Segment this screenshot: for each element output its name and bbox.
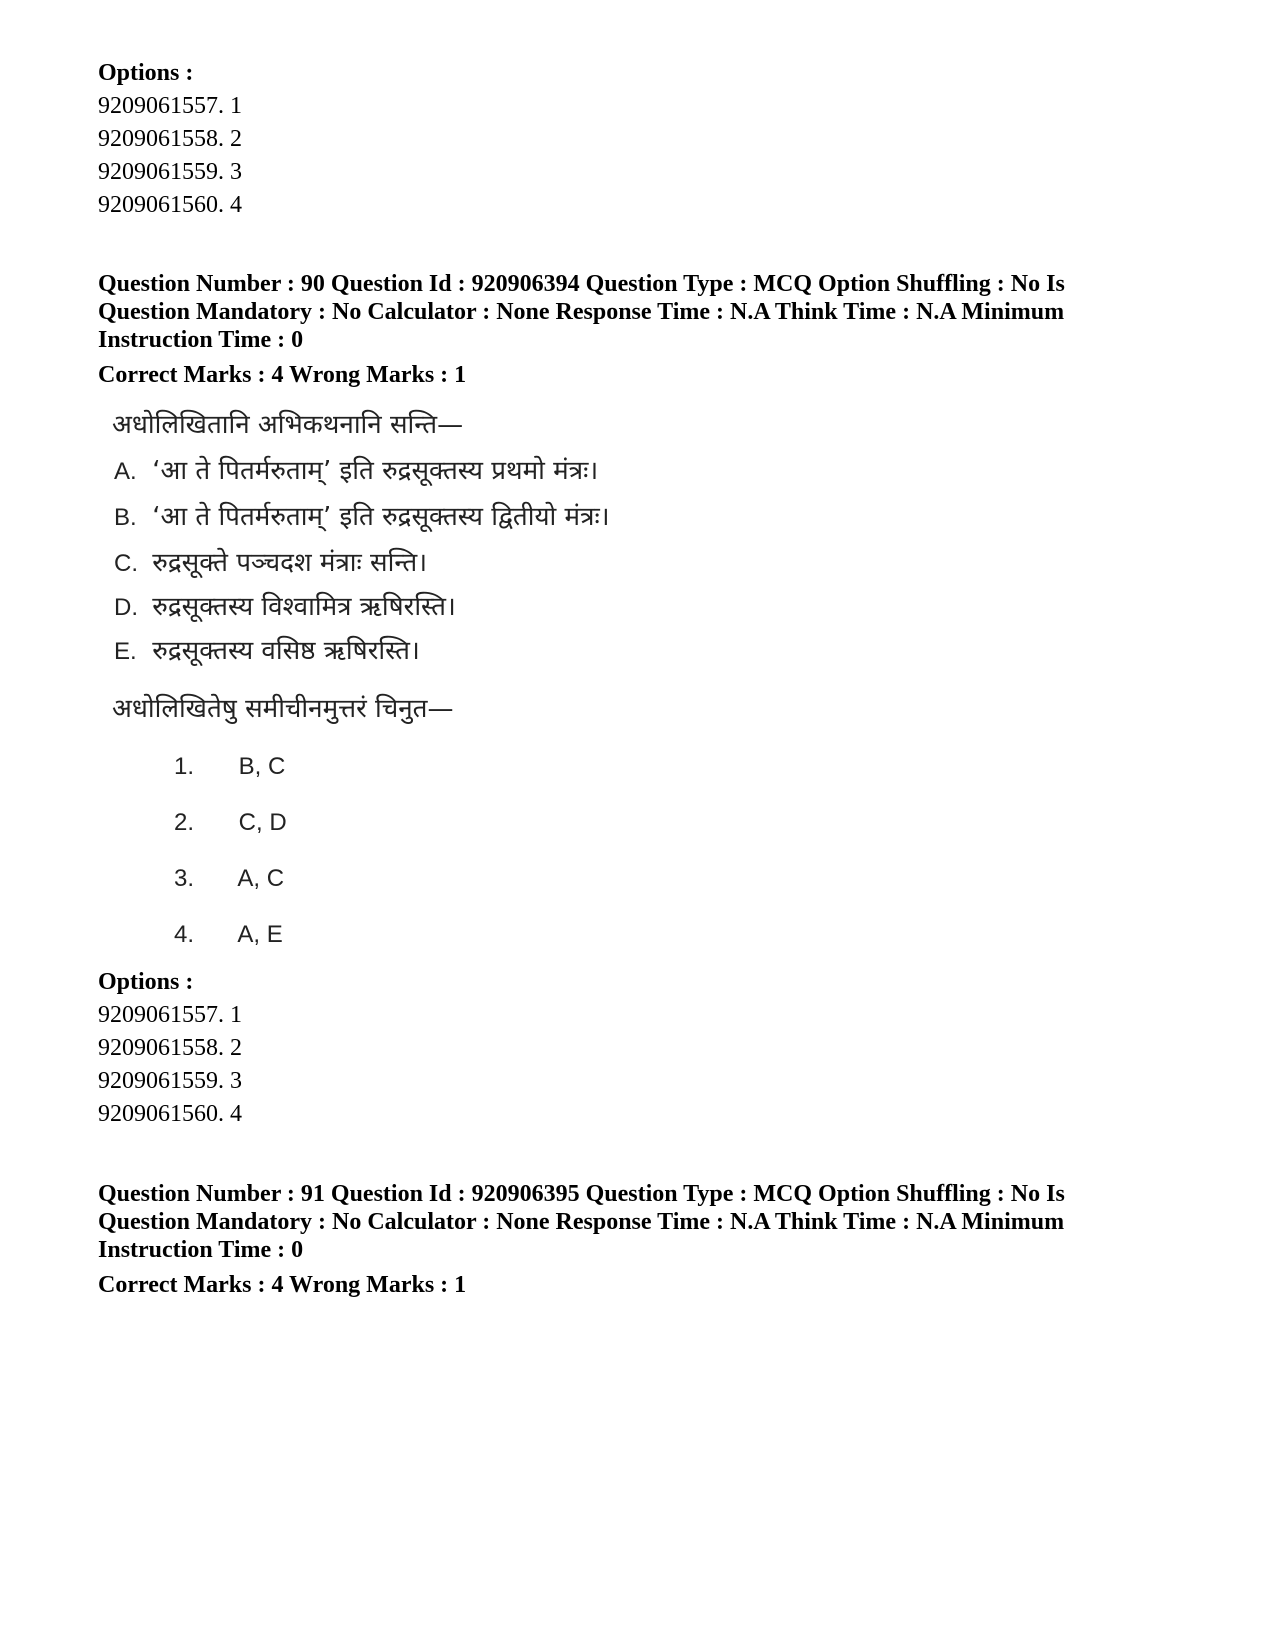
question-meta-line: Question Mandatory : No Calculator : None Response Time : N.A Think Time : N.A Minimum [98,299,1065,325]
question-90-meta [98,270,1198,354]
choice-text: C, D [238,809,287,836]
choice-number: 3. [174,865,195,892]
statement-b [114,500,610,535]
question-91-meta [98,1180,1198,1264]
statement-e [114,634,420,669]
choice-text: B, C [238,753,286,780]
statement-label: B. [114,504,137,531]
question-meta-line: Question Number : 91 Question Id : 920906395 Question Type : MCQ Option Shuffling : No Is [98,1181,1065,1207]
answer-choice-4 [174,920,283,950]
option-item: 9209061558. 2 [98,1035,242,1061]
statement-label: A. [114,458,137,485]
statement-text: रुद्रसूक्ते पञ्चदश मंत्राः सन्ति। [152,548,428,578]
statement-label: E. [114,638,137,665]
option-item: 9209061557. 1 [98,1002,242,1028]
answer-choice-3 [174,864,284,894]
statement-c [114,546,427,581]
statement-text: रुद्रसूक्तस्य वसिष्ठ ऋषिरस्ति। [152,636,420,666]
option-item: 9209061560. 4 [98,1101,242,1127]
option-item: 9209061557. 1 [98,93,242,119]
statement-label: C. [114,550,138,577]
statement-label: D. [114,594,138,621]
choice-text: A, E [237,921,283,948]
option-item: 9209061558. 2 [98,126,242,152]
choice-number: 2. [174,809,195,836]
option-item: 9209061559. 3 [98,159,242,185]
question-meta-line: Instruction Time : 0 [98,1237,304,1263]
answer-choice-2 [174,808,287,838]
question-91-marks: Correct Marks : 4 Wrong Marks : 1 [98,1272,467,1298]
choice-number: 1. [174,753,195,780]
question-meta-line: Question Number : 90 Question Id : 920906394 Question Type : MCQ Option Shuffling : No Is [98,271,1065,297]
question-intro: अधोलिखितानि अभिकथनानि सन्ति— [112,410,464,440]
choice-text: A, C [237,865,285,892]
option-item: 9209061559. 3 [98,1068,242,1094]
option-item: 9209061560. 4 [98,192,242,218]
question-meta-line: Instruction Time : 0 [98,327,304,353]
statement-text: ‘आ ते पितर्मरुताम्’ इति रुद्रसूक्तस्य प्रथमो मंत्रः। [152,456,599,486]
statement-text: रुद्रसूक्तस्य विश्वामित्र ऋषिरस्ति। [152,592,456,622]
answer-choice-1 [174,752,285,782]
question-meta-line: Question Mandatory : No Calculator : None Response Time : N.A Think Time : N.A Minimum [98,1209,1065,1235]
options-heading: Options : [98,60,194,86]
statement-text: ‘आ ते पितर्मरुताम्’ इति रुद्रसूक्तस्य द्वितीयो मंत्रः। [152,502,610,532]
choice-number: 4. [174,921,195,948]
question-90-marks: Correct Marks : 4 Wrong Marks : 1 [98,362,467,388]
question-prompt: अधोलिखितेषु समीचीनमुत्तरं चिनुत— [112,694,454,724]
statement-d [114,590,456,625]
options-heading: Options : [98,969,194,995]
statement-a [114,454,598,489]
question-90-body [112,408,732,978]
